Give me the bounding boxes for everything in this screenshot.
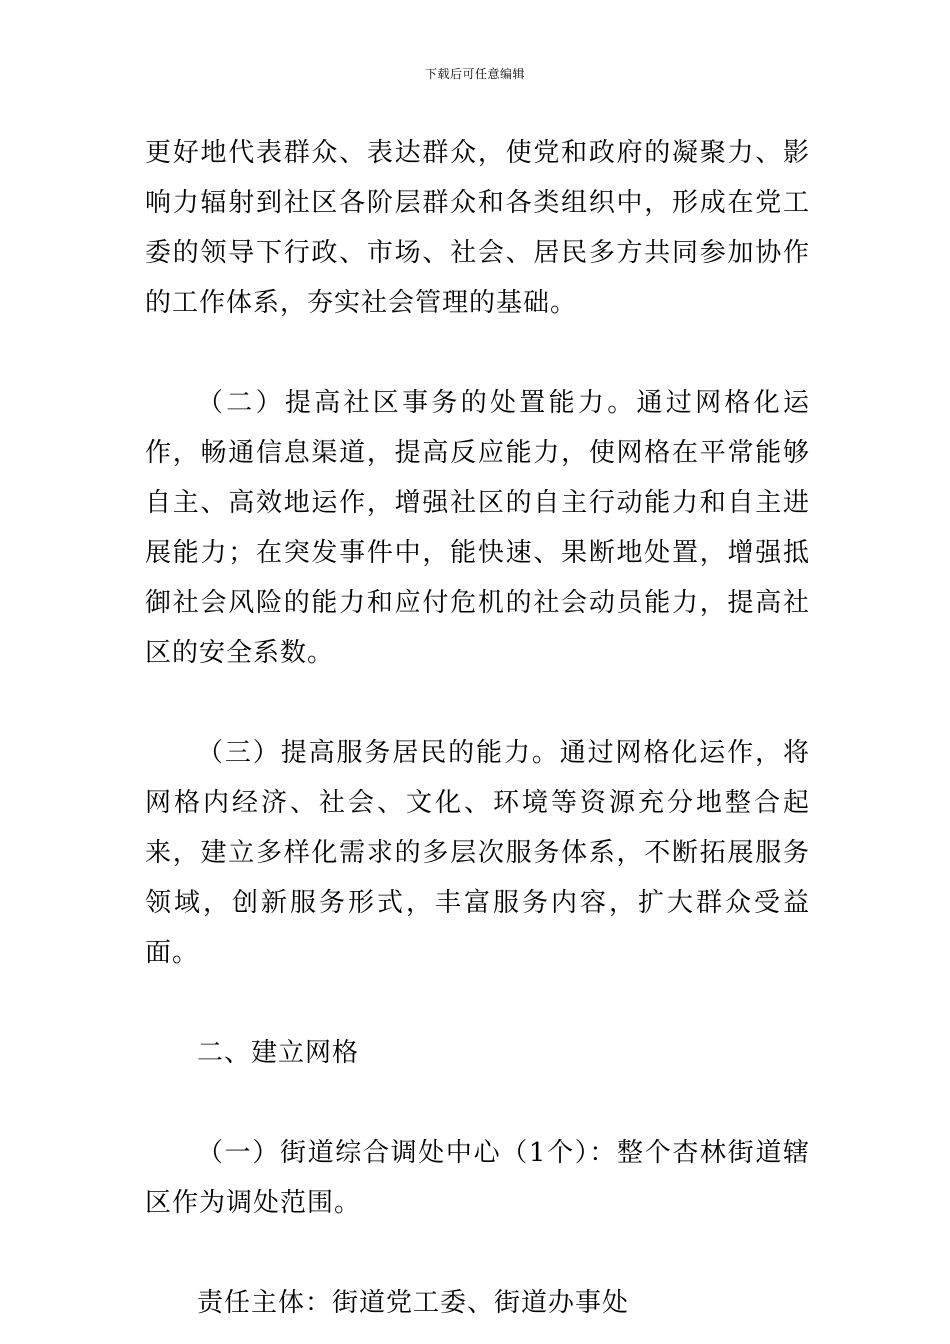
paragraph-2: （二）提高社区事务的处置能力。通过网格化运作，畅通信息渠道，提高反应能力，使网格在平常能够自主、高效地运作，增强社区的自主行动能力和自主进展能力；在突发事件中，能快速、果断地处置，增强抵御社会风险的能力和应付危机的社会动员能力，提高社区的安全系数。 [145, 388, 810, 668]
document-body [145, 128, 810, 1328]
page-header: 下载后可任意编辑 [424, 67, 525, 81]
paragraph-4: （一）街道综合调处中心（1个）：整个杏林街道辖区作为调处范围。 [145, 1138, 810, 1218]
paragraph-gap [145, 978, 810, 1028]
paragraph-gap [145, 1078, 810, 1128]
paragraph-5: 责任主体：街道党工委、街道办事处 [197, 1288, 630, 1318]
paragraph-3: （三）提高服务居民的能力。通过网格化运作，将网格内经济、社会、文化、环境等资源充分地整合起来，建立多样化需求的多层次服务体系，不断拓展服务领域，创新服务形式，丰富服务内容，扩大群众受益面。 [145, 738, 810, 968]
paragraph-gap [145, 1228, 810, 1278]
section-heading: 二、建立网格 [197, 1038, 360, 1068]
paragraph-1: 更好地代表群众、表达群众，使党和政府的凝聚力、影响力辐射到社区各阶层群众和各类组织中，形成在党工委的领导下行政、市场、社会、居民多方共同参加协作的工作体系，夯实社会管理的基础。 [145, 138, 810, 318]
paragraph-gap [145, 678, 810, 728]
paragraph-gap [145, 328, 810, 378]
